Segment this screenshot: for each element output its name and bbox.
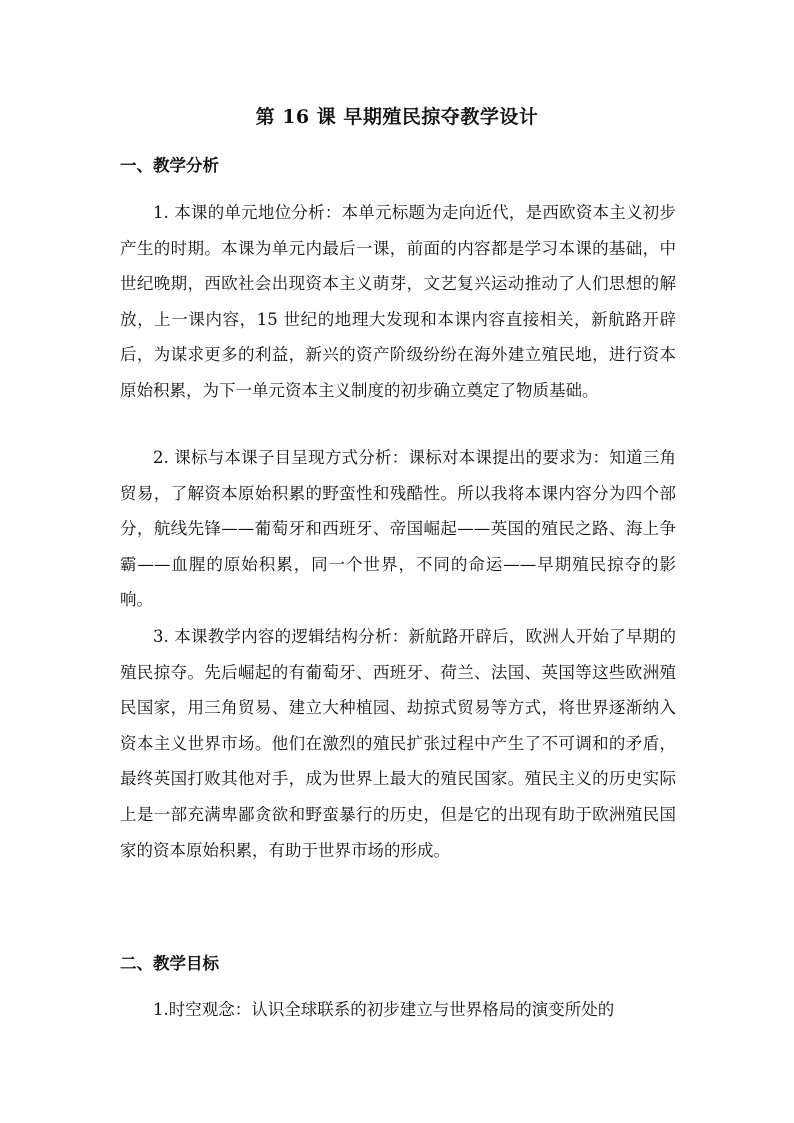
paragraph-unit-position-analysis: 1. 本课的单元地位分析：本单元标题为走向近代，是西欧资本主义初步产生的时期。本课为单元内最后一课，前面的内容都是学习本课的基础，中世纪晚期，西欧社会出现资本主义萌芽，文艺复兴运动推动了人们思想的解放，上一课内容，15 世纪的地理大发现和本课内容直接相关，新航路开辟后，为谋求更多的利益，新兴的资产阶级纷纷在海外建立殖民地，进行资本原始积累，为下一单元资本主义制度的初步确立奠定了物质基础。	[120, 203, 676, 400]
paragraph-logical-structure-analysis: 3. 本课教学内容的逻辑结构分析：新航路开辟后，欧洲人开始了早期的殖民掠夺。先后崛起的有葡萄牙、西班牙、荷兰、法国、英国等这些欧洲殖民国家，用三角贸易、建立大种植园、劫掠式贸易等方式，将世界逐渐纳入资本主义世界市场。他们在激烈的殖民扩张过程中产生了不可调和的矛盾，最终英国打败其他对手，成为世界上最大的殖民国家。殖民主义的历史实际上是一部充满卑鄙贪欲和野蛮暴行的历史，但是它的出现有助于欧洲殖民国家的资本原始积累，有助于世界市场的形成。	[120, 627, 676, 860]
paragraph-spatiotemporal-concept: 1.时空观念：认识全球联系的初步建立与世界格局的演变所处的	[153, 1000, 615, 1019]
section-heading-teaching-analysis: 一、教学分析	[120, 156, 219, 175]
section-heading-teaching-objectives: 二、教学目标	[120, 954, 219, 973]
paragraph-curriculum-standard-analysis: 2. 课标与本课子目呈现方式分析：课标对本课提出的要求为：知道三角贸易，了解资本原始积累的野蛮性和残酷性。所以我将本课内容分为四个部分，航线先锋——葡萄牙和西班牙、帝国崛起——英国的殖民之路、海上争霸——血腥的原始积累，同一个世界，不同的命运——早期殖民掠夺的影响。	[120, 448, 676, 610]
document-title: 第 16 课 早期殖民掠夺教学设计	[255, 106, 539, 128]
